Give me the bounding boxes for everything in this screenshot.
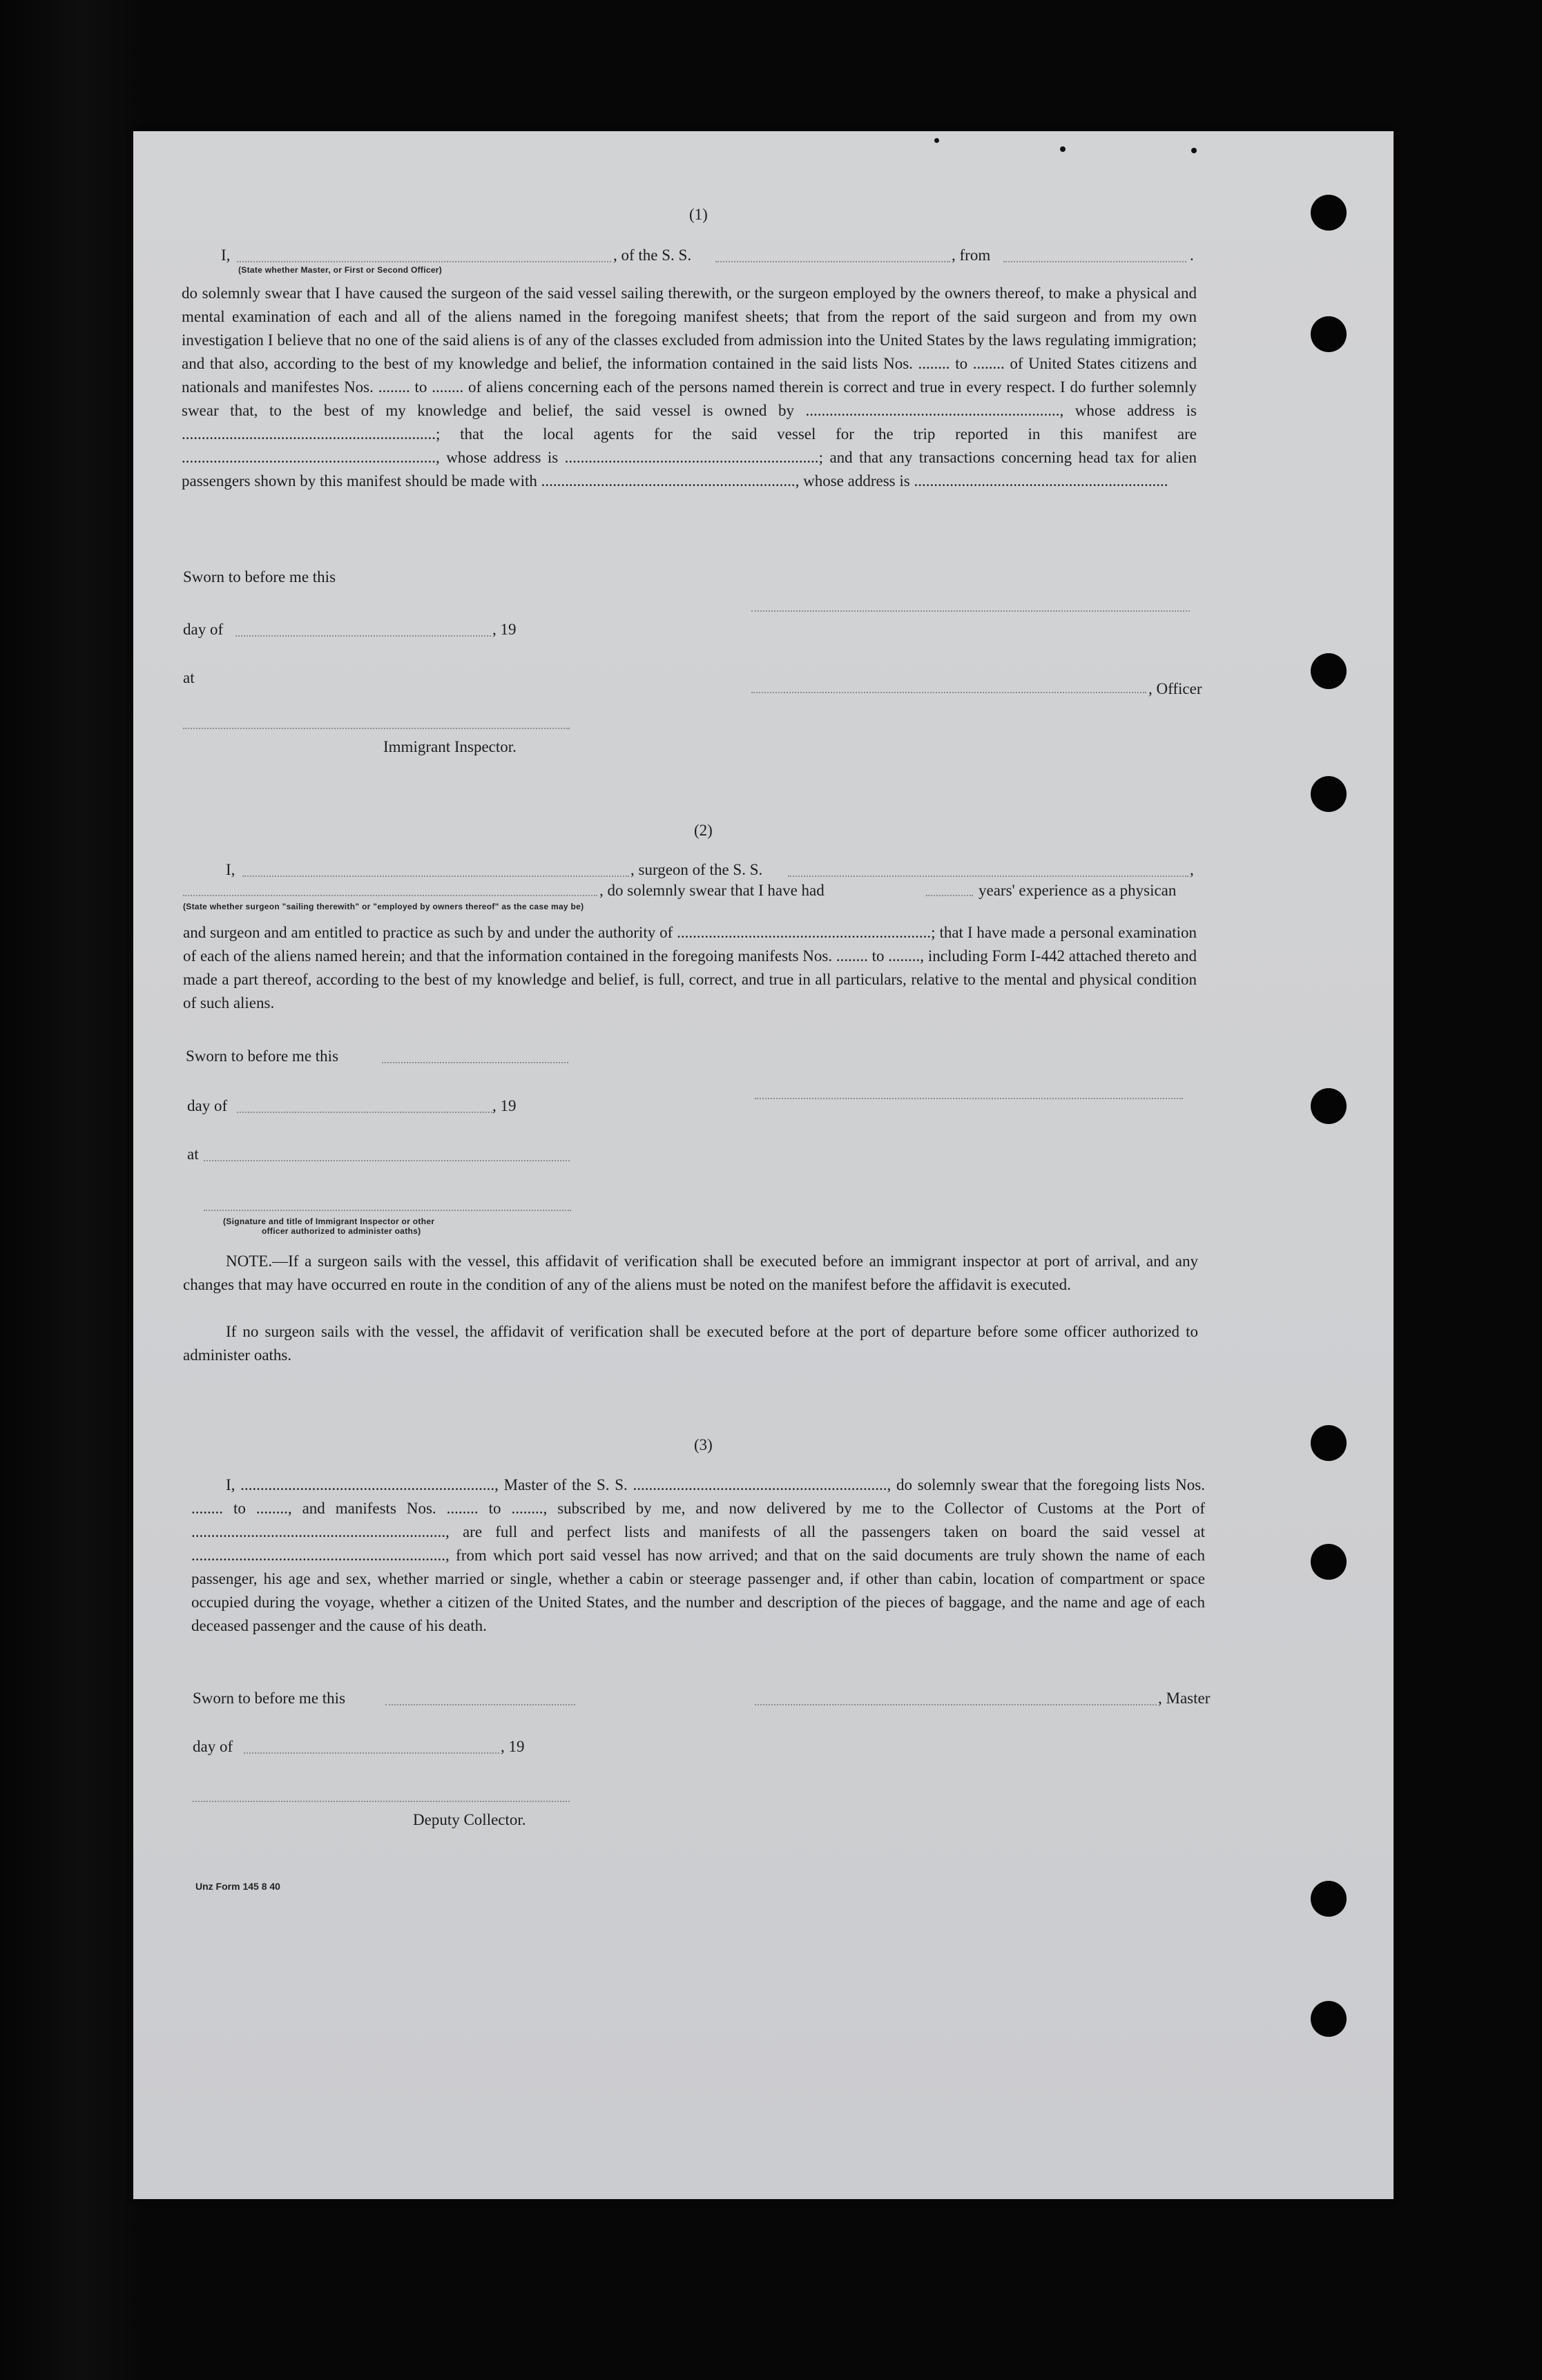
- section-2-inspector-line[interactable]: [204, 1210, 571, 1211]
- section-3-year: , 19: [501, 1738, 525, 1755]
- note-paragraph-1: NOTE.—If a surgeon sails with the vessel, this affidavit of verification shall be executed before an immigrant inspector at port of arrival, and any changes that may have occurred en route in the condition of any of the aliens must be noted on the manifest before the affidavit is executed.: [183, 1252, 1198, 1293]
- from-port-blank[interactable]: [1003, 261, 1186, 262]
- section-1-day-blank[interactable]: [235, 635, 491, 637]
- section-1-signature-line[interactable]: [751, 610, 1190, 612]
- section-1-sworn: Sworn to before me this: [183, 568, 336, 586]
- surgeon-name-blank[interactable]: [242, 875, 629, 877]
- section-1-oath-paragraph: do solemnly swear that I have caused the surgeon of the said vessel sailing therewith, or the surgeon employed by the owners thereof, to make a physical and mental examination of each and all of the aliens named in the foregoing manifest sheets; that from the report of the said surgeon and from my own investigation I believe that no one of the said aliens is of any of the classes excluded from admission into the United States by the laws regulating immigration; and that also, according to the best of my knowledge and belief, the information contained in the said lists Nos. ........ to ........ of United States citizens and nationals and manifestes Nos. ........ to ........ of aliens concerning each of the persons named therein is correct and true in every respect. I do further solemnly swear that, to the best of my knowledge and belief, the said vessel is owned by ................................................................, whose address is ................................................................; that the local agents for the said vessel for the trip reported in this manifest are ................................................................, whose address is ................................................................; and that any transactions concerning head tax for alien passengers shown by this manifest should be made with ................................................................, whose address is ................................................................: [182, 284, 1197, 490]
- scan-background: [0, 0, 138, 2380]
- section-1-i: I,: [221, 246, 231, 264]
- officer-signature-line[interactable]: [751, 692, 1146, 693]
- immigrant-inspector-title: Immigrant Inspector.: [383, 738, 517, 755]
- officer-name-blank[interactable]: [237, 261, 611, 262]
- vessel-name-blank[interactable]: [715, 261, 950, 262]
- section-2-day-of: day of: [187, 1097, 228, 1114]
- section-3-oath-paragraph: I, ................................................................, Master of the S. S. ................................................................, do solemnly swear that the foregoing lists Nos. ........ to ........, and manifests Nos. ........ to ........, subscribed by me, and now delivered by me to the Collector of Customs at the Port of ................................................................, are full and perfect lists and manifests of all the passengers taken on board the said vessel at ................................................................, from which port said vessel has now arrived; and that on the said documents are truly shown the name of each passenger, his age and sex, whether married or single, whether a cabin or steerage passenger and, if other than cabin, location of compartment or space occupied during the voyage, whether a citizen of the United States, and the number and description of the pieces of baggage, and the name and age of each deceased passenger and the cause of his death.: [191, 1476, 1205, 1634]
- signature-title-note-1: (Signature and title of Immigrant Inspector or other: [223, 1217, 435, 1226]
- section-2-line-end: ,: [1190, 861, 1194, 878]
- officer-rank-note: (State whether Master, or First or Second Officer): [238, 265, 443, 275]
- section-1-heading: (1): [689, 206, 708, 223]
- binder-hole: [1311, 316, 1347, 352]
- section-3-sworn-blank[interactable]: [385, 1704, 575, 1705]
- section-2-surgeon-of: , surgeon of the S. S.: [630, 861, 763, 878]
- section-3-sworn: Sworn to before me this: [193, 1690, 346, 1707]
- binder-hole: [1311, 2001, 1347, 2037]
- section-2-day-blank[interactable]: [237, 1112, 492, 1113]
- deputy-collector-title: Deputy Collector.: [413, 1811, 526, 1828]
- section-1-of-ss: , of the S. S.: [613, 246, 692, 264]
- section-2-i: I,: [226, 861, 235, 878]
- binder-hole: [1311, 653, 1347, 689]
- binder-hole: [1311, 1425, 1347, 1461]
- section-1-day-of: day of: [183, 621, 224, 638]
- section-3-heading: (3): [694, 1436, 713, 1453]
- binder-hole: [1311, 1544, 1347, 1580]
- surgeon-status-blank[interactable]: [183, 895, 597, 896]
- section-2-sworn-blank[interactable]: [382, 1062, 568, 1063]
- manifest-form-page: [133, 131, 1394, 2199]
- section-3-day-blank[interactable]: [244, 1752, 499, 1754]
- section-2-oath-paragraph: and surgeon and am entitled to practice as such by and under the authority of ................................................................; that I have made a personal examination of each of the aliens named herein; and that the information contained in the foregoing manifests Nos. ........ to ........, including Form I-442 attached thereto and made a part thereof, according to the best of my knowledge and belief, is full, correct, and true in all particulars, relative to the mental and physical condition of such aliens.: [183, 924, 1197, 1012]
- section-1-year: , 19: [492, 621, 517, 638]
- inspector-signature-line[interactable]: [183, 728, 570, 729]
- section-1-at: at: [183, 669, 195, 686]
- signature-title-note-2: officer authorized to administer oaths): [262, 1226, 421, 1236]
- surgeon-signature-line[interactable]: [755, 1098, 1183, 1099]
- binder-hole: [1311, 776, 1347, 812]
- section-1-from: , from: [952, 246, 991, 264]
- dust-speck: [934, 138, 939, 143]
- section-2-at: at: [187, 1145, 199, 1163]
- section-2-at-blank[interactable]: [204, 1160, 570, 1161]
- dust-speck: [1191, 148, 1197, 153]
- section-1-line-end: .: [1190, 246, 1194, 264]
- master-signature-line[interactable]: [755, 1704, 1157, 1705]
- section-2-sworn: Sworn to before me this: [186, 1047, 339, 1065]
- section-2-years: years' experience as a physican: [979, 882, 1177, 899]
- surgeon-status-note: (State whether surgeon "sailing therewith" or "employed by owners thereof" as the case may be): [183, 902, 584, 911]
- deputy-collector-signature-line[interactable]: [193, 1801, 570, 1802]
- section-2-heading: (2): [694, 822, 713, 839]
- note-paragraph-2: If no surgeon sails with the vessel, the affidavit of verification shall be executed before at the port of departure before some officer authorized to administer oaths.: [183, 1323, 1198, 1364]
- section-1-officer: , Officer: [1148, 680, 1202, 697]
- section-2-swear: , do solemnly swear that I have had: [599, 882, 825, 899]
- binder-hole: [1311, 1881, 1347, 1917]
- section-2-vessel-blank[interactable]: [788, 875, 1188, 877]
- section-2-year: , 19: [492, 1097, 517, 1114]
- binder-hole: [1311, 195, 1347, 231]
- dust-speck: [1060, 146, 1066, 152]
- binder-hole: [1311, 1088, 1347, 1124]
- section-3-master: , Master: [1158, 1690, 1211, 1707]
- section-3-day-of: day of: [193, 1738, 233, 1755]
- form-number: Unz Form 145 8 40: [195, 1881, 280, 1892]
- years-experience-blank[interactable]: [926, 895, 973, 896]
